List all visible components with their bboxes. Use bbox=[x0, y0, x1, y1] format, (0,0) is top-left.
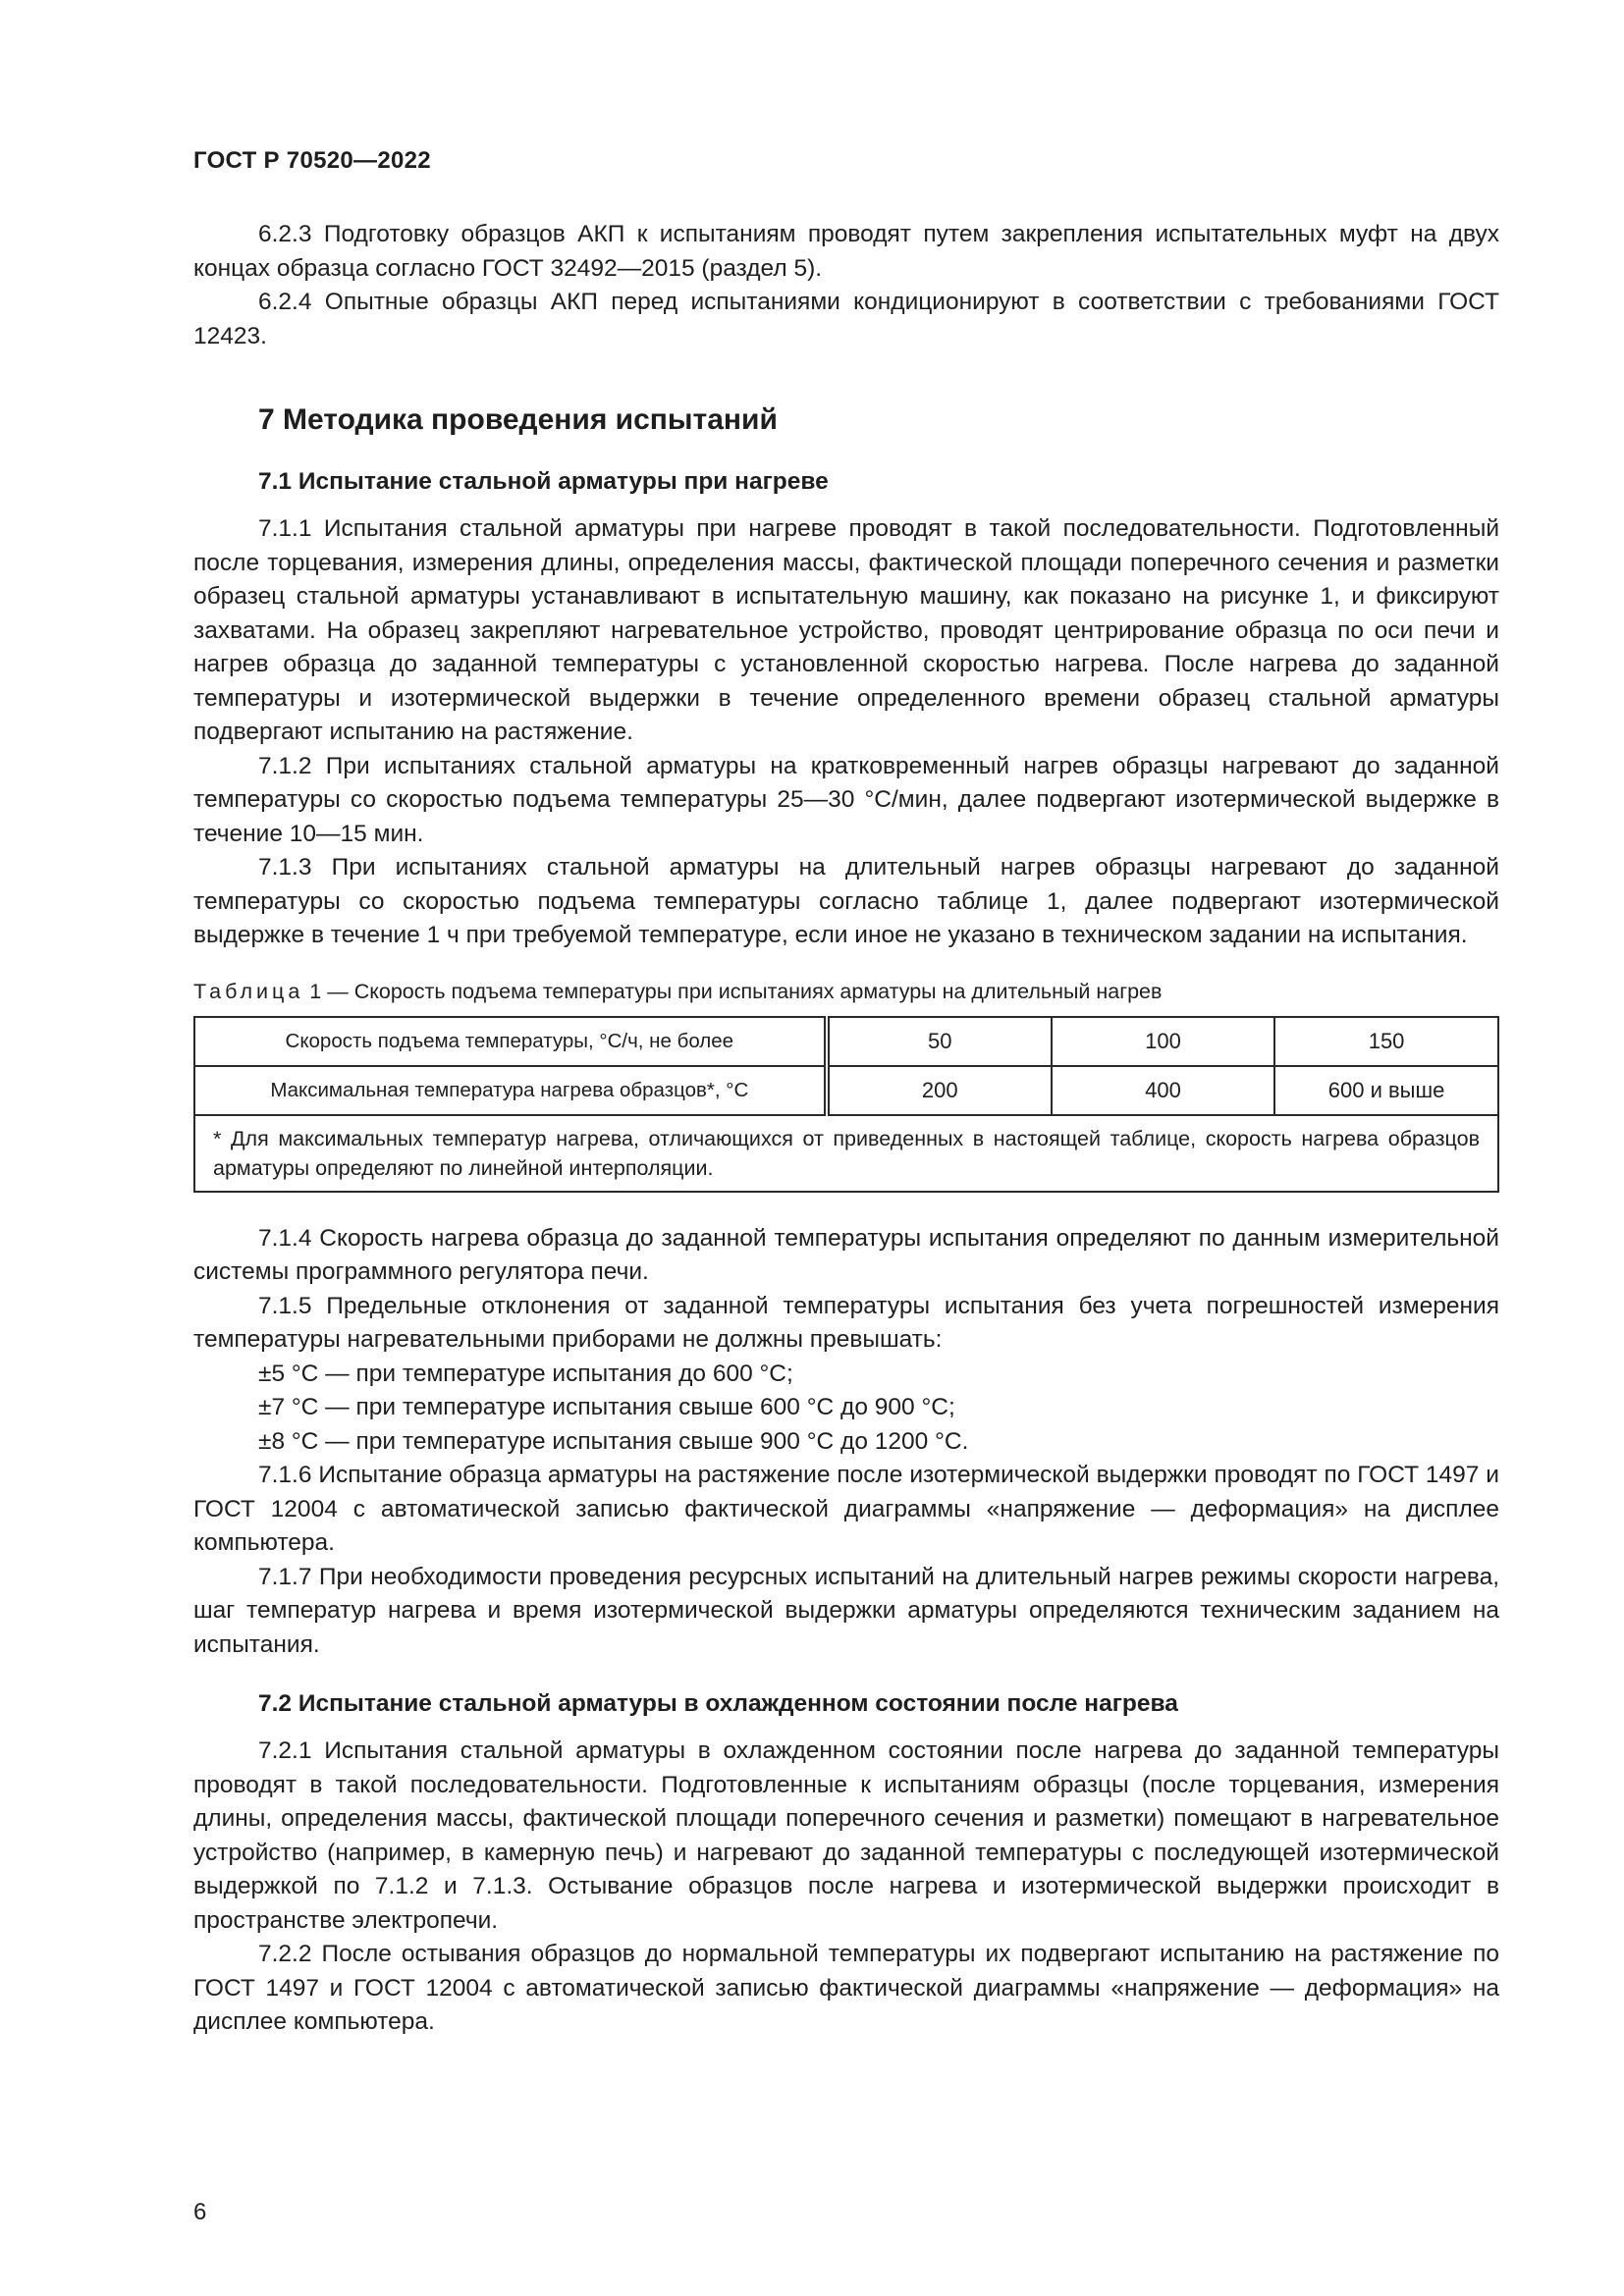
deviation-item: ±5 °С — при температуре испытания до 600 °С; bbox=[258, 1360, 793, 1387]
paragraph-6-2-3: 6.2.3 Подготовку образцов АКП к испытаниям проводят путем закрепления испытательных муфт на двух концах образца согласно ГОСТ 32492—2015 (раздел 5). bbox=[193, 221, 1499, 282]
deviation-item: ±8 °С — при температуре испытания свыше 900 °С до 1200 °С. bbox=[258, 1427, 969, 1455]
deviation-item: ±7 °С — при температуре испытания свыше 600 °С до 900 °С; bbox=[258, 1394, 955, 1420]
table-caption-word: Таблица bbox=[193, 979, 304, 1003]
paragraph-7-1-4: 7.1.4 Скорость нагрева образца до заданной температуры испытания определяют по данным измерительной системы программного регулятора печи. bbox=[193, 1224, 1499, 1285]
paragraph-7-1-3: 7.1.3 При испытаниях стальной арматуры на длительный нагрев образцы нагревают до заданной температуры со скоростью подъема температуры согласно таблице 1, далее подвергают изотермической выдержке в течение 1 ч при требуемой температуре, если иное не указано в техническом задании на испытания. bbox=[193, 854, 1499, 948]
paragraph-6-2-4: 6.2.4 Опытные образцы АКП перед испытаниями кондиционируют в соответствии с требованиями ГОСТ 12423. bbox=[193, 289, 1499, 349]
subsection-7-1-title: 7.1 Испытание стальной арматуры при нагреве bbox=[258, 468, 829, 495]
table-cell-value: 200 bbox=[827, 1066, 1052, 1115]
table-caption-text: 1 — Скорость подъема температуры при испытаниях арматуры на длительный нагрев bbox=[303, 979, 1163, 1003]
table-cell-value: 600 и выше bbox=[1274, 1066, 1498, 1115]
paragraph-7-1-6: 7.1.6 Испытание образца арматуры на растяжение после изотермической выдержки проводят по ГОСТ 1497 и ГОСТ 12004 с автоматической записью фактической диаграммы «напряжение — деформация» на дисплее компьютера. bbox=[193, 1462, 1499, 1556]
table-cell-value: 400 bbox=[1052, 1066, 1274, 1115]
paragraph-7-1-5: 7.1.5 Предельные отклонения от заданной температуры испытания без учета погрешностей измерения температуры нагревательными приборами не должны превышать: bbox=[193, 1292, 1499, 1353]
table-cell-label: Скорость подъема температуры, °С/ч, не более bbox=[194, 1017, 827, 1066]
document-page bbox=[193, 147, 1499, 2040]
table-row-footnote bbox=[194, 1115, 1498, 1192]
paragraph-7-2-2: 7.2.2 После остывания образцов до нормальной температуры их подвергают испытанию на растяжение по ГОСТ 1497 и ГОСТ 12004 с автоматической записью фактической диаграммы «напряжение — деформация» на дисплее компьютера. bbox=[193, 1941, 1499, 2035]
table-1-caption bbox=[193, 977, 1499, 1006]
table-cell-value: 50 bbox=[827, 1017, 1052, 1066]
paragraph-7-2-1: 7.2.1 Испытания стальной арматуры в охлажденном состоянии после нагрева до заданной температуры проводят в такой последовательности. Подготовленные к испытаниям образцы (после торцевания, измерения длины, определения массы, фактической площади поперечного сечения и разметки) помещают в нагревательное устройство (например, в камерную печь) и нагревают до заданной температуры с последующей изотермической выдержкой по 7.1.2 и 7.1.3. Остывание образцов после нагрева и изотермической выдержки происходит в пространстве электропечи. bbox=[193, 1737, 1499, 1934]
after-table-block bbox=[193, 1222, 1499, 1663]
paragraph-7-1-2: 7.1.2 При испытаниях стальной арматуры на кратковременный нагрев образцы нагревают до заданной температуры со скоростью подъема температуры 25—30 °С/мин, далее подвергают изотермической выдержке в течение 10—15 мин. bbox=[193, 752, 1499, 847]
subsection-7-2-title: 7.2 Испытание стальной арматуры в охлажденном состоянии после нагрева bbox=[258, 1690, 1178, 1717]
document-header: ГОСТ Р 70520—2022 bbox=[193, 147, 431, 174]
table-row-heating-rate bbox=[194, 1017, 1498, 1066]
table-cell-label: Максимальная температура нагрева образцов*, °С bbox=[194, 1066, 827, 1115]
table-row-max-temperature bbox=[194, 1066, 1498, 1115]
table-cell-value: 100 bbox=[1052, 1017, 1274, 1066]
paragraph-7-1-7: 7.1.7 При необходимости проведения ресурсных испытаний на длительный нагрев режимы скорости нагрева, шаг температур нагрева и время изотермической выдержки арматуры определяются техническим заданием на испытания. bbox=[193, 1563, 1499, 1658]
table-1 bbox=[193, 1016, 1499, 1193]
paragraph-7-1-1: 7.1.1 Испытания стальной арматуры при нагреве проводят в такой последовательности. Подготовленный после торцевания, измерения длины, определения массы, фактической площади поперечного сечения и разметки образец стальной арматуры устанавливают в испытательную машину, как показано на рисунке 1, и фиксируют захватами. На образец закрепляют нагревательное устройство, проводят центрирование образца по оси печи и нагрев образца до заданной температуры с установленной скоростью нагрева. После нагрева до заданной температуры и изотермической выдержки в течение определенного времени образец стальной арматуры подвергают испытанию на растяжение. bbox=[193, 515, 1499, 745]
table-footnote: * Для максимальных температур нагрева, отличающихся от приведенных в настоящей таблице, скорость нагрева образцов арматуры определяют по линейной интерполяции. bbox=[194, 1115, 1498, 1192]
page-number: 6 bbox=[193, 2199, 207, 2225]
table-cell-value: 150 bbox=[1274, 1017, 1498, 1066]
section-7-title: 7 Методика проведения испытаний bbox=[258, 403, 778, 436]
